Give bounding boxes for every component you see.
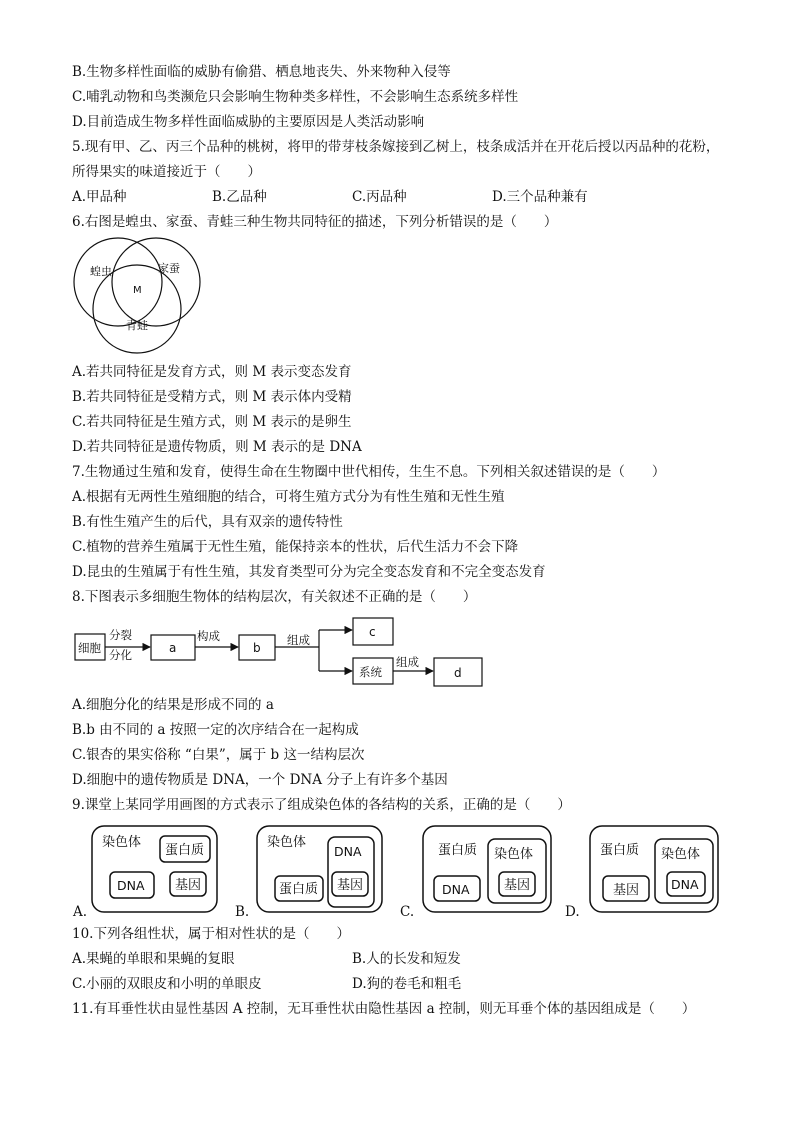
q10-stem: 10.下列各组性状，属于相对性状的是（ ） — [72, 926, 350, 942]
q9-diagram-d — [588, 824, 720, 916]
q9d-outer-label: 蛋白质 — [600, 843, 640, 858]
q9-letter-b: B. — [235, 904, 250, 920]
q10-option-a: A.果蝇的单眼和果蝇的复眼 — [72, 951, 235, 967]
flow-label-compose-1: 组成 — [287, 633, 310, 647]
q10-option-b: B.人的长发和短发 — [352, 951, 461, 967]
q5-option-b: B.乙品种 — [212, 189, 267, 205]
q8-option-a: A.细胞分化的结果是形成不同的 a — [72, 697, 274, 713]
flow-label-a: a — [169, 641, 177, 655]
q6-option-a: A.若共同特征是发育方式，则 M 表示变态发育 — [72, 364, 352, 380]
q9d-label-gene: 基因 — [613, 883, 640, 898]
venn-circle-frog — [93, 265, 181, 353]
venn-label-silkworm: 家蚕 — [158, 262, 180, 275]
q9-diagram-b — [255, 824, 385, 916]
q9b-label-gene: 基因 — [337, 878, 364, 893]
flow-label-d: d — [454, 666, 462, 680]
q9-stem: 9.课堂上某同学用画图的方式表示了组成染色体的各结构的关系，正确的是（ ） — [72, 797, 571, 813]
venn-diagram — [72, 236, 212, 356]
q9-letter-a: A. — [73, 904, 88, 920]
flow-label-form: 构成 — [197, 629, 220, 643]
q9-letter-c: C. — [400, 904, 415, 920]
q9c-label-dna: DNA — [442, 882, 470, 897]
venn-label-m: M — [133, 285, 142, 296]
q9-diagram-c — [421, 824, 553, 916]
q5-option-c: C.丙品种 — [352, 189, 407, 205]
q9a-outer-label: 染色体 — [102, 835, 142, 850]
q10-option-d: D.狗的卷毛和粗毛 — [352, 976, 462, 992]
q4-option-c: C.哺乳动物和鸟类濒危只会影响生物种类多样性，不会影响生态系统多样性 — [72, 89, 519, 105]
q9a-label-gene: 基因 — [175, 878, 202, 893]
q5-stem-line2: 所得果实的味道接近于（ ） — [72, 164, 261, 180]
q5-option-a: A.甲品种 — [72, 189, 127, 205]
q8-option-d: D.细胞中的遗传物质是 DNA，一个 DNA 分子上有许多个基因 — [72, 772, 448, 788]
q9b-label-protein: 蛋白质 — [279, 882, 319, 897]
q9-diagram-a — [90, 824, 220, 916]
venn-label-frog: 青蛙 — [126, 319, 148, 332]
q10-options-row1 — [72, 949, 732, 969]
flow-label-system: 系统 — [359, 665, 382, 679]
q8-stem: 8.下图表示多细胞生物体的结构层次，有关叙述不正确的是（ ） — [72, 589, 477, 605]
flow-label-differentiate: 分化 — [109, 648, 132, 662]
q5-option-d: D.三个品种兼有 — [492, 189, 588, 205]
q9d-inner-label: 染色体 — [661, 847, 701, 862]
q8-option-b: B.b 由不同的 a 按照一定的次序结合在一起构成 — [72, 722, 359, 738]
q7-option-c: C.植物的营养生殖属于无性生殖，能保持亲本的性状，后代生活力不会下降 — [72, 539, 519, 555]
q9b-outer-label: 染色体 — [267, 835, 307, 850]
q10-options-row2 — [72, 974, 732, 994]
q10-option-c: C.小丽的双眼皮和小明的单眼皮 — [72, 976, 262, 992]
q9c-label-gene: 基因 — [504, 878, 531, 893]
q7-option-d: D.昆虫的生殖属于有性生殖，其发育类型可分为完全变态发育和不完全变态发育 — [72, 564, 546, 580]
q9c-inner-label: 染色体 — [494, 847, 534, 862]
q9a-label-dna: DNA — [117, 878, 145, 893]
venn-label-locust: 蝗虫 — [90, 265, 112, 278]
q8-option-c: C.银杏的果实俗称 “白果”，属于 b 这一结构层次 — [72, 747, 365, 763]
q9a-label-protein: 蛋白质 — [165, 843, 205, 858]
q4-option-d: D.目前造成生物多样性面临威胁的主要原因是人类活动影响 — [72, 114, 425, 130]
q6-option-b: B.若共同特征是受精方式，则 M 表示体内受精 — [72, 389, 352, 405]
q9-letter-d: D. — [565, 904, 580, 920]
flow-label-b: b — [253, 641, 261, 655]
flow-label-c: c — [369, 625, 376, 639]
flow-label-divide: 分裂 — [109, 628, 132, 642]
q11-stem: 11.有耳垂性状由显性基因 A 控制，无耳垂性状由隐性基因 a 控制，则无耳垂个体的基因组成是（ ） — [72, 1001, 696, 1017]
q9d-label-dna: DNA — [671, 877, 699, 892]
venn-circle-locust — [74, 238, 162, 326]
q7-option-b: B.有性生殖产生的后代，具有双亲的遗传特性 — [72, 514, 343, 530]
flow-label-cell: 细胞 — [78, 641, 101, 655]
venn-circle-silkworm — [112, 238, 200, 326]
flow-label-compose-2: 组成 — [396, 655, 419, 669]
q5-options — [72, 187, 732, 207]
q6-stem: 6.右图是蝗虫、家蚕、青蛙三种生物共同特征的描述，下列分析错误的是（ ） — [72, 214, 558, 230]
q6-option-d: D.若共同特征是遗传物质，则 M 表示的是 DNA — [72, 439, 362, 455]
q4-option-b: B.生物多样性面临的威胁有偷猎、栖息地丧失、外来物种入侵等 — [72, 64, 451, 80]
q5-stem-line1: 5.现有甲、乙、丙三个品种的桃树，将甲的带芽枝条嫁接到乙树上，枝条成活并在开花后授以丙品种的花粉， — [72, 139, 720, 155]
q9c-outer-label: 蛋白质 — [438, 843, 478, 858]
q6-option-c: C.若共同特征是生殖方式，则 M 表示的是卵生 — [72, 414, 352, 430]
q7-option-a: A.根据有无两性生殖细胞的结合，可将生殖方式分为有性生殖和无性生殖 — [72, 489, 505, 505]
structure-flow-diagram — [72, 614, 492, 689]
q7-stem: 7.生物通过生殖和发育，使得生命在生物圈中世代相传，生生不息。下列相关叙述错误的是（ ） — [72, 464, 666, 480]
q9b-inner-label: DNA — [334, 844, 362, 859]
